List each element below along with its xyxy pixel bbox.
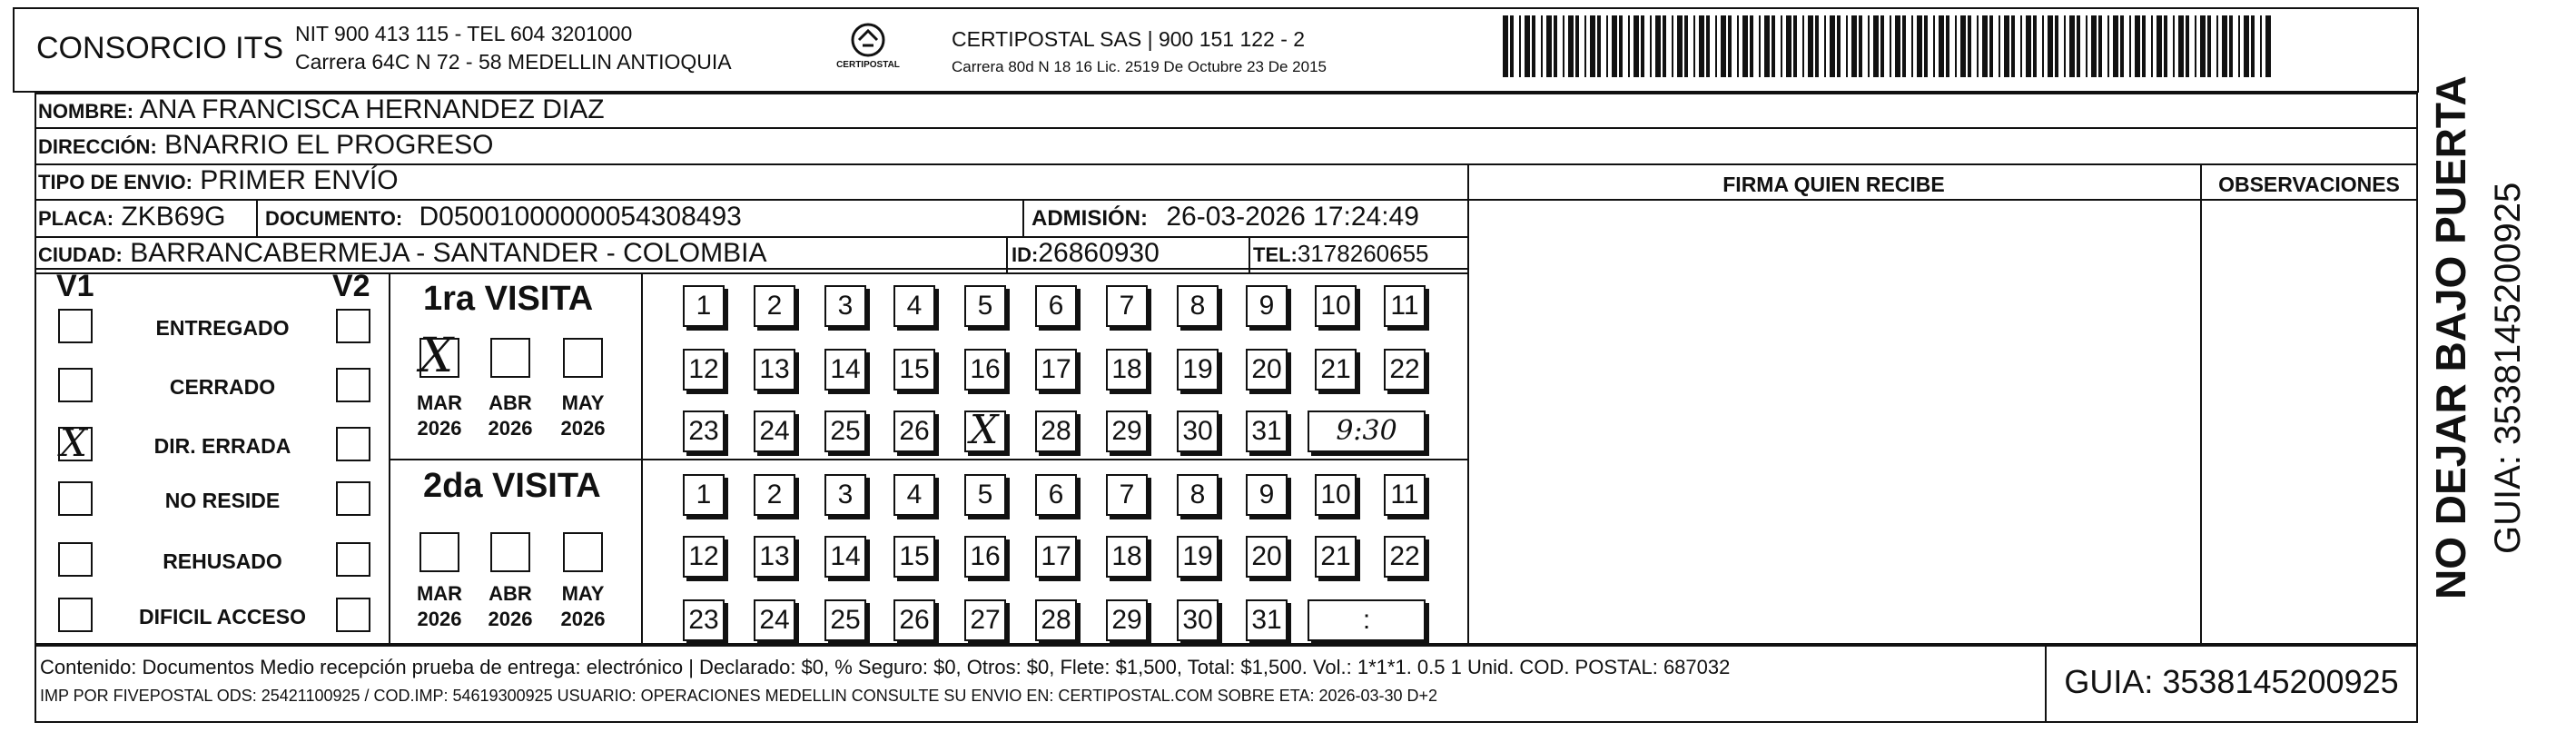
- barcode-bar: [1684, 15, 1688, 77]
- row-divider: [35, 272, 1467, 274]
- certipostal-logo: [823, 18, 913, 82]
- barcode-bar: [1868, 15, 1870, 77]
- footer-contents: Contenido: Documentos Medio recepción prueba de entrega: electrónico | Declarado: $0, % Seguro: $0, Otros: $0, Flete: $1,500, Total: $1,500. Vol.: 1*1*1. 0.5 1 Unid. COD. POSTAL: 687032: [40, 656, 1731, 678]
- barcode-bar: [1917, 15, 1922, 77]
- column-divider: [2200, 163, 2202, 645]
- barcode-bar: [1982, 15, 1988, 77]
- barcode-bar: [1693, 15, 1695, 77]
- month-checkbox[interactable]: [563, 532, 603, 572]
- column-divider: [1467, 163, 1469, 645]
- time-field[interactable]: 9:30: [1308, 411, 1426, 452]
- barcode-bar: [2048, 15, 2053, 77]
- day-checkbox[interactable]: 3: [824, 285, 866, 327]
- barcode-bar: [2251, 15, 2255, 77]
- month-checkbox[interactable]: [490, 532, 530, 572]
- admission-value: 26-03-2026 17:24:49: [1166, 202, 1419, 232]
- v1-label: V1: [56, 269, 94, 303]
- city-label: CIUDAD:: [38, 243, 123, 266]
- barcode-bar: [1503, 15, 1508, 77]
- barcode-bar: [2069, 15, 2075, 77]
- company-address: Carrera 64C N 72 - 58 MEDELLIN ANTIOQUIA: [295, 50, 732, 74]
- barcode-bar: [2129, 15, 2131, 77]
- v2-checkbox[interactable]: [336, 598, 370, 632]
- row-divider: [389, 459, 1467, 460]
- barcode-bar: [1519, 15, 1521, 77]
- barcode-bar: [2091, 15, 2097, 77]
- column-divider: [1022, 199, 1024, 236]
- barcode-bar: [1955, 15, 1957, 77]
- barcode-bar: [1815, 15, 1819, 77]
- recipient-name: ANA FRANCISCA HERNANDEZ DIAZ: [139, 94, 605, 124]
- carrier-license: Carrera 80d N 18 16 Lic. 2519 De Octubre 23 De 2015: [952, 58, 1327, 75]
- side-guide: GUIA: 3538145200925: [2488, 182, 2528, 554]
- barcode-bar: [1946, 15, 1949, 77]
- barcode-bar: [2151, 15, 2153, 77]
- time-field[interactable]: :: [1308, 599, 1426, 641]
- barcode-bar: [1590, 15, 1595, 77]
- barcode-bar: [1575, 15, 1579, 77]
- barcode-bar: [1989, 15, 1993, 77]
- v1-check-mark: X: [60, 420, 87, 465]
- barcode-bar: [1628, 15, 1630, 77]
- day-checkbox[interactable]: 14: [824, 536, 866, 578]
- barcode-bar: [1663, 15, 1666, 77]
- barcode-bar: [1846, 15, 1848, 77]
- barcode-bar: [2173, 15, 2175, 77]
- month-label: [412, 391, 467, 441]
- month-label: [556, 391, 610, 441]
- day-checkbox[interactable]: 5: [964, 285, 1006, 327]
- month-label: [483, 581, 538, 632]
- day-checkbox[interactable]: 16: [964, 536, 1006, 578]
- month-checkbox[interactable]: [419, 329, 459, 383]
- barcode-bar: [2107, 15, 2109, 77]
- barcode-bar: [2238, 15, 2240, 77]
- v2-checkbox[interactable]: [336, 427, 370, 461]
- month-name: MAR: [416, 582, 463, 605]
- barcode-bar: [1781, 15, 1782, 77]
- column-divider: [389, 272, 390, 645]
- barcode-bar: [2098, 15, 2102, 77]
- day-checkbox[interactable]: 7: [1106, 285, 1148, 327]
- barcode-bar: [1999, 15, 2000, 77]
- barcode-bar: [1830, 15, 1835, 77]
- tel-row: [1253, 240, 1429, 268]
- day-checkbox[interactable]: 26: [893, 599, 935, 641]
- status-label: ENTREGADO: [155, 316, 290, 340]
- barcode-bar: [1859, 15, 1862, 77]
- month-checkbox[interactable]: [563, 338, 603, 378]
- side-warning: NO DEJAR BAJO PUERTA: [2427, 75, 2474, 599]
- name-row: [38, 94, 605, 125]
- barcode-bar: [1706, 15, 1710, 77]
- status-label: NO RESIDE: [164, 489, 281, 512]
- barcode-bar: [1650, 15, 1652, 77]
- barcode-bar: [1699, 15, 1704, 77]
- barcode-bar: [1895, 15, 1900, 77]
- barcode-bar: [1655, 15, 1661, 77]
- barcode-bar: [2064, 15, 2066, 77]
- day-checkbox[interactable]: 1: [683, 474, 725, 516]
- month-checkbox[interactable]: [419, 532, 459, 572]
- day-checkbox[interactable]: 28: [1035, 411, 1077, 452]
- plate-value: ZKB69G: [121, 202, 226, 232]
- barcode-bar: [2086, 15, 2087, 77]
- v2-label: V2: [332, 269, 370, 303]
- month-year: 2026: [417, 417, 462, 440]
- barcode-bar: [2265, 15, 2271, 77]
- barcode-bar: [2207, 15, 2211, 77]
- barcode-bar: [1532, 15, 1535, 77]
- day-checkbox[interactable]: 29: [1106, 599, 1148, 641]
- barcode-bar: [1510, 15, 1514, 77]
- day-checkbox[interactable]: 1: [683, 285, 725, 327]
- barcode-bar: [2004, 15, 2009, 77]
- barcode-bar: [1968, 15, 1971, 77]
- barcode-bar: [2195, 15, 2196, 77]
- status-label: DIFICIL ACCESO: [138, 605, 306, 628]
- day-checkbox[interactable]: 12: [683, 536, 725, 578]
- barcode-bar: [1786, 15, 1791, 77]
- barcode-bar: [1721, 15, 1726, 77]
- city-value: BARRANCABERMEJA - SANTANDER - COLOMBIA: [130, 238, 767, 268]
- barcode-bar: [1939, 15, 1944, 77]
- day-checkbox[interactable]: 6: [1035, 285, 1077, 327]
- barcode-bar: [1837, 15, 1841, 77]
- barcode-bar: [2142, 15, 2146, 77]
- day-checkbox[interactable]: 17: [1035, 349, 1077, 391]
- day-checkbox[interactable]: 4: [893, 474, 935, 516]
- v1-checkbox[interactable]: [58, 420, 93, 465]
- barcode-bar: [1554, 15, 1557, 77]
- month-name: ABR: [489, 391, 532, 414]
- barcode-bar: [2186, 15, 2189, 77]
- v1-checkbox[interactable]: [58, 598, 93, 632]
- send-type: PRIMER ENVÍO: [200, 165, 399, 195]
- barcode-bar: [1568, 15, 1574, 77]
- barcode-bar: [1606, 15, 1608, 77]
- plate-row: [38, 202, 226, 232]
- day-check-mark: X: [970, 407, 999, 453]
- row-divider: [35, 127, 2418, 129]
- day-checkbox[interactable]: 16: [964, 349, 1006, 391]
- v1-checkbox[interactable]: [58, 309, 93, 343]
- barcode-bar: [2244, 15, 2249, 77]
- day-checkbox[interactable]: 13: [754, 536, 795, 578]
- day-checkbox[interactable]: 23: [683, 599, 725, 641]
- day-checkbox[interactable]: 20: [1246, 536, 1288, 578]
- day-checkbox[interactable]: 20: [1246, 349, 1288, 391]
- send-type-label: TIPO DE ENVIO:: [38, 171, 192, 193]
- day-checkbox[interactable]: 9: [1246, 474, 1288, 516]
- day-checkbox[interactable]: 14: [824, 349, 866, 391]
- document-label: DOCUMENTO:: [265, 207, 403, 230]
- barcode-bar: [1873, 15, 1879, 77]
- day-checkbox[interactable]: 15: [893, 349, 935, 391]
- barcode-bar: [2164, 15, 2167, 77]
- day-checkbox[interactable]: 17: [1035, 536, 1077, 578]
- day-checkbox[interactable]: 5: [964, 474, 1006, 516]
- day-checkbox[interactable]: 3: [824, 474, 866, 516]
- day-checkbox[interactable]: 2: [754, 285, 795, 327]
- day-checkbox[interactable]: 6: [1035, 474, 1077, 516]
- barcode-bar: [1541, 15, 1543, 77]
- barcode-bar: [2042, 15, 2044, 77]
- barcode-bar: [1546, 15, 1552, 77]
- barcode-bar: [1641, 15, 1644, 77]
- day-checkbox[interactable]: 8: [1177, 474, 1219, 516]
- day-checkbox[interactable]: [964, 407, 1006, 453]
- day-checkbox[interactable]: 22: [1384, 349, 1426, 391]
- barcode-bar: [1597, 15, 1601, 77]
- day-checkbox[interactable]: 24: [754, 411, 795, 452]
- document-row: [265, 202, 742, 232]
- column-divider: [1249, 236, 1250, 272]
- barcode-bar: [1633, 15, 1639, 77]
- day-checkbox[interactable]: 11: [1384, 474, 1426, 516]
- barcode-bar: [1902, 15, 1906, 77]
- month-name: MAY: [561, 391, 605, 414]
- barcode-bar: [1764, 15, 1770, 77]
- day-checkbox[interactable]: 4: [893, 285, 935, 327]
- barcode-bar: [1619, 15, 1623, 77]
- barcode-bar: [1977, 15, 1979, 77]
- barcode-bar: [2157, 15, 2162, 77]
- barcode: [1503, 15, 2275, 77]
- barcode-bar: [2026, 15, 2031, 77]
- address-label: DIRECCIÓN:: [38, 135, 157, 158]
- month-year: 2026: [488, 608, 533, 630]
- barcode-bar: [1750, 15, 1753, 77]
- v1-checkbox[interactable]: [58, 368, 93, 402]
- status-label: REHUSADO: [163, 549, 282, 573]
- barcode-bar: [2135, 15, 2140, 77]
- name-label: NOMBRE:: [38, 100, 134, 123]
- day-checkbox[interactable]: 21: [1315, 536, 1357, 578]
- barcode-bar: [2216, 15, 2218, 77]
- day-checkbox[interactable]: 8: [1177, 285, 1219, 327]
- day-checkbox[interactable]: 15: [893, 536, 935, 578]
- month-check-mark: X: [419, 329, 454, 383]
- barcode-bar: [1802, 15, 1804, 77]
- day-checkbox[interactable]: 19: [1177, 349, 1219, 391]
- v2-checkbox[interactable]: [336, 309, 370, 343]
- admission-row: [1031, 202, 1419, 232]
- day-checkbox[interactable]: 9: [1246, 285, 1288, 327]
- day-checkbox[interactable]: 2: [754, 474, 795, 516]
- carrier-name: CERTIPOSTAL SAS | 900 151 122 - 2: [952, 27, 1306, 51]
- barcode-bar: [1612, 15, 1617, 77]
- signature-header: FIRMA QUIEN RECIBE: [1722, 173, 1945, 196]
- barcode-bar: [1584, 15, 1586, 77]
- barcode-bar: [1890, 15, 1891, 77]
- barcode-bar: [1728, 15, 1732, 77]
- day-checkbox[interactable]: 24: [754, 599, 795, 641]
- barcode-bar: [1525, 15, 1530, 77]
- barcode-bar: [1933, 15, 1935, 77]
- recipient-address: BNARRIO EL PROGRESO: [164, 130, 494, 160]
- month-year: 2026: [560, 608, 606, 630]
- v2-checkbox[interactable]: [336, 542, 370, 577]
- day-checkbox[interactable]: 7: [1106, 474, 1148, 516]
- month-name: MAY: [561, 582, 605, 605]
- barcode-bar: [1672, 15, 1673, 77]
- v2-checkbox[interactable]: [336, 481, 370, 516]
- admission-label: ADMISIÓN:: [1031, 206, 1148, 231]
- column-divider: [256, 199, 258, 236]
- plate-label: PLACA:: [38, 207, 114, 230]
- month-name: ABR: [489, 582, 532, 605]
- month-year: 2026: [488, 417, 533, 440]
- month-checkbox[interactable]: [490, 338, 530, 378]
- status-label: DIR. ERRADA: [153, 434, 291, 458]
- barcode-bar: [2055, 15, 2058, 77]
- v2-checkbox[interactable]: [336, 368, 370, 402]
- barcode-bar: [2229, 15, 2233, 77]
- document-value: D05001000000054308493: [419, 202, 742, 232]
- footer-guide: GUIA: 3538145200925: [2064, 663, 2399, 700]
- id-value: 26860930: [1038, 238, 1160, 268]
- day-checkbox[interactable]: 12: [683, 349, 725, 391]
- barcode-bar: [2020, 15, 2022, 77]
- row-divider: [35, 199, 2418, 201]
- company-nit: NIT 900 413 115 - TEL 604 3201000: [295, 22, 633, 45]
- day-checkbox[interactable]: 31: [1246, 411, 1288, 452]
- second-visit-title: 2da VISITA: [423, 467, 601, 505]
- observations-header: OBSERVACIONES: [2218, 173, 2400, 196]
- barcode-bar: [2120, 15, 2124, 77]
- address-row: [38, 130, 493, 161]
- tel-value: 3178260655: [1297, 240, 1429, 267]
- month-label: [556, 581, 610, 632]
- barcode-bar: [1772, 15, 1775, 77]
- barcode-bar: [1563, 15, 1564, 77]
- footer-print-info: IMP POR FIVEPOSTAL ODS: 25421100925 / COD.IMP: 54619300925 USUARIO: OPERACIONES MEDELLIN CONSULTE SU ENVIO EN: CERTIPOSTAL.COM SOBRE ETA: 2026-03-30 D+2: [40, 687, 1438, 705]
- day-checkbox[interactable]: 27: [964, 599, 1006, 641]
- day-checkbox[interactable]: 18: [1106, 349, 1148, 391]
- barcode-bar: [2260, 15, 2262, 77]
- barcode-bar: [1851, 15, 1857, 77]
- month-year: 2026: [560, 417, 606, 440]
- barcode-bar: [1808, 15, 1813, 77]
- month-label: [412, 581, 467, 632]
- barcode-bar: [1759, 15, 1761, 77]
- tel-label: TEL:: [1253, 243, 1298, 266]
- barcode-bar: [1737, 15, 1739, 77]
- barcode-bar: [2113, 15, 2118, 77]
- day-checkbox[interactable]: 22: [1384, 536, 1426, 578]
- month-name: MAR: [416, 391, 463, 414]
- day-checkbox[interactable]: 25: [824, 599, 866, 641]
- day-checkbox[interactable]: 29: [1106, 411, 1148, 452]
- day-checkbox[interactable]: 31: [1246, 599, 1288, 641]
- day-checkbox[interactable]: 30: [1177, 599, 1219, 641]
- barcode-bar: [1824, 15, 1826, 77]
- barcode-bar: [2178, 15, 2184, 77]
- day-checkbox[interactable]: 10: [1315, 474, 1357, 516]
- barcode-bar: [2222, 15, 2227, 77]
- day-checkbox[interactable]: 21: [1315, 349, 1357, 391]
- first-visit-title: 1ra VISITA: [423, 280, 594, 318]
- day-checkbox[interactable]: 11: [1384, 285, 1426, 327]
- barcode-bar: [2200, 15, 2206, 77]
- barcode-bar: [1924, 15, 1928, 77]
- day-checkbox[interactable]: 13: [754, 349, 795, 391]
- barcode-bar: [1715, 15, 1717, 77]
- city-row: [38, 238, 766, 269]
- barcode-bar: [2033, 15, 2037, 77]
- day-checkbox[interactable]: 30: [1177, 411, 1219, 452]
- day-checkbox[interactable]: 28: [1035, 599, 1077, 641]
- day-checkbox[interactable]: 10: [1315, 285, 1357, 327]
- v1-checkbox[interactable]: [58, 481, 93, 516]
- column-divider: [1006, 236, 1008, 272]
- barcode-bar: [1793, 15, 1797, 77]
- day-checkbox[interactable]: 23: [683, 411, 725, 452]
- status-label: CERRADO: [169, 375, 276, 399]
- day-checkbox[interactable]: 19: [1177, 536, 1219, 578]
- barcode-bar: [2011, 15, 2015, 77]
- month-label: [483, 391, 538, 441]
- barcode-bar: [1742, 15, 1748, 77]
- day-checkbox[interactable]: 26: [893, 411, 935, 452]
- month-year: 2026: [417, 608, 462, 630]
- logo-text: CERTIPOSTAL: [836, 60, 900, 70]
- send-type-row: [38, 165, 399, 196]
- day-checkbox[interactable]: 25: [824, 411, 866, 452]
- column-divider: [641, 272, 643, 645]
- v1-checkbox[interactable]: [58, 542, 93, 577]
- barcode-bar: [1911, 15, 1913, 77]
- barcode-bar: [2077, 15, 2080, 77]
- barcode-bar: [1677, 15, 1683, 77]
- day-checkbox[interactable]: 18: [1106, 536, 1148, 578]
- id-row: [1012, 238, 1160, 269]
- id-label: ID:: [1012, 243, 1039, 266]
- barcode-bar: [1960, 15, 1966, 77]
- company-name: CONSORCIO ITS: [36, 31, 284, 65]
- barcode-bar: [1880, 15, 1884, 77]
